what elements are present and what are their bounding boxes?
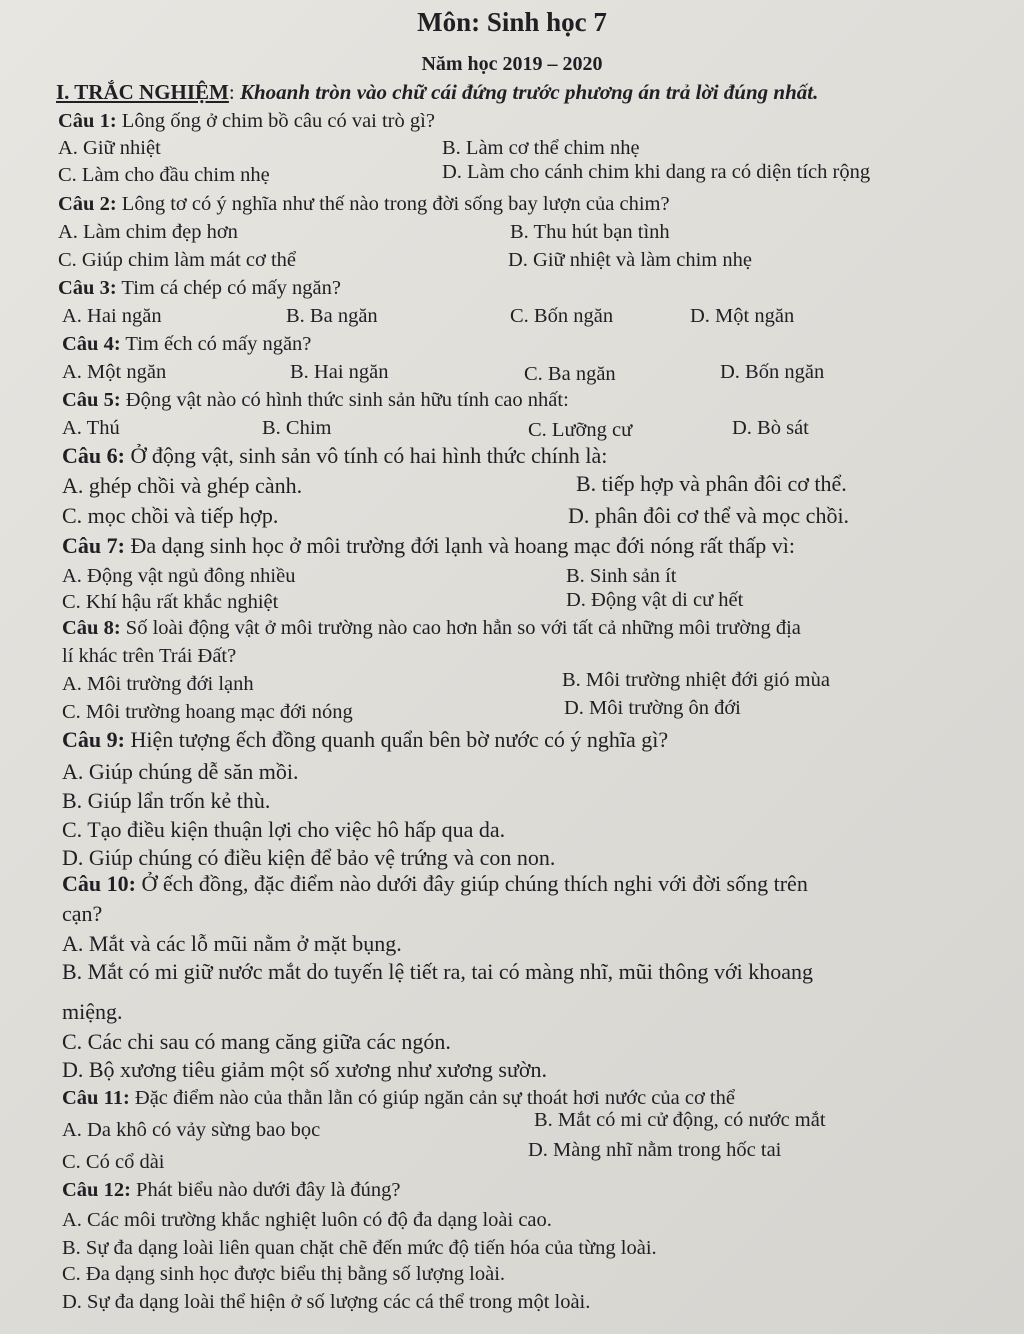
option-5c[interactable]: C. Lưỡng cư [528,419,633,441]
question-text: Ở ếch đồng, đặc điểm nào dưới đây giúp chúng thích nghi với đời sống trên [135,871,808,896]
option-7a[interactable]: A. Động vật ngủ đông nhiều [62,565,296,587]
question-label: Câu 5: [62,389,121,411]
school-year: Năm học 2019 – 2020 [421,53,603,75]
option-9a[interactable]: A. Giúp chúng dễ săn mồi. [62,759,299,784]
option-2a[interactable]: A. Làm chim đẹp hơn [58,221,238,243]
question-6 [62,444,607,468]
option-1d[interactable]: D. Làm cho cánh chim khi dang ra có diện tích rộng [442,161,871,183]
option-12d[interactable]: D. Sự đa dạng loài thể hiện ở số lượng các cá thể trong một loài. [62,1291,591,1313]
question-12 [62,1178,401,1202]
question-label: Câu 11: [62,1087,130,1109]
question-text: Ở động vật, sinh sản vô tính có hai hình thức chính là: [124,443,608,468]
question-8-cont: lí khác trên Trái Đất? [62,645,237,667]
option-6c[interactable]: C. mọc chồi và tiếp hợp. [62,503,279,528]
question-10-cont: cạn? [62,901,103,926]
question-5 [62,388,569,412]
option-10c[interactable]: C. Các chi sau có mang căng giữa các ngón. [62,1029,451,1054]
question-text: Lông ống ở chim bồ câu có vai trò gì? [116,110,435,132]
question-label: Câu 6: [62,443,125,468]
question-7 [62,534,795,558]
question-label: Câu 9: [62,727,125,752]
option-5d[interactable]: D. Bò sát [732,417,809,439]
question-text: Số loài động vật ở môi trường nào cao hơn hẳn so với tất cả những môi trường địa [120,617,801,639]
option-4c[interactable]: C. Ba ngăn [524,363,616,385]
option-8d[interactable]: D. Môi trường ôn đới [564,697,741,719]
option-9b[interactable]: B. Giúp lẩn trốn kẻ thù. [62,788,271,813]
option-6d[interactable]: D. phân đôi cơ thể và mọc chồi. [568,503,850,528]
question-2 [58,192,670,216]
question-text: Tim cá chép có mấy ngăn? [116,277,341,299]
option-11c[interactable]: C. Có cổ dài [62,1151,165,1173]
option-9d[interactable]: D. Giúp chúng có điều kiện để bảo vệ trứng và con non. [62,845,556,870]
option-11b[interactable]: B. Mắt có mi cử động, có nước mắt [534,1109,826,1131]
question-label: Câu 2: [58,193,117,215]
question-label: Câu 1: [58,110,117,132]
question-text: Động vật nào có hình thức sinh sản hữu tính cao nhất: [120,389,569,411]
option-8b[interactable]: B. Môi trường nhiệt đới gió mùa [562,669,830,691]
question-8 [62,616,801,640]
option-6b[interactable]: B. tiếp hợp và phân đôi cơ thể. [576,471,847,496]
option-12c[interactable]: C. Đa dạng sinh học được biểu thị bằng số lượng loài. [62,1263,506,1285]
option-10b-cont[interactable]: miệng. [62,999,123,1024]
option-9c[interactable]: C. Tạo điều kiện thuận lợi cho việc hô hấp qua da. [62,817,506,842]
option-10b[interactable]: B. Mắt có mi giữ nước mắt do tuyến lệ tiết ra, tai có màng nhĩ, mũi thông với khoang [62,959,813,984]
question-label: Câu 7: [62,533,125,558]
option-4d[interactable]: D. Bốn ngăn [720,361,825,383]
option-6a[interactable]: A. ghép chồi và ghép cành. [62,473,303,498]
section-instruction: Khoanh tròn vào chữ cái đứng trước phương án trả lời đúng nhất. [239,80,819,104]
option-5a[interactable]: A. Thú [62,417,120,439]
option-3b[interactable]: B. Ba ngăn [286,305,378,327]
option-1b[interactable]: B. Làm cơ thể chim nhẹ [442,137,640,159]
question-3 [58,276,341,300]
option-2d[interactable]: D. Giữ nhiệt và làm chim nhẹ [508,249,752,271]
question-text: Lông tơ có ý nghĩa như thế nào trong đời sống bay lượn của chim? [116,193,670,215]
option-5b[interactable]: B. Chim [262,417,332,439]
question-label: Câu 3: [58,277,117,299]
question-4 [62,332,311,356]
page-title: Môn: Sinh học 7 [417,7,607,37]
question-label: Câu 12: [62,1179,131,1201]
question-text: Đặc điểm nào của thằn lằn có giúp ngăn cản sự thoát hơi nước của cơ thể [129,1087,735,1109]
option-7d[interactable]: D. Động vật di cư hết [566,589,744,611]
option-12a[interactable]: A. Các môi trường khắc nghiệt luôn có độ đa dạng loài cao. [62,1209,552,1231]
option-1a[interactable]: A. Giữ nhiệt [58,137,161,159]
option-11a[interactable]: A. Da khô có vảy sừng bao bọc [62,1119,321,1141]
question-text: Đa dạng sinh học ở môi trường đới lạnh và hoang mạc đới nóng rất thấp vì: [124,533,796,558]
option-1c[interactable]: C. Làm cho đầu chim nhẹ [58,164,270,186]
section-heading-line [56,80,818,104]
section-colon: : [228,80,240,104]
question-11 [62,1086,735,1110]
question-text: Tim ếch có mấy ngăn? [120,333,312,355]
option-3a[interactable]: A. Hai ngăn [62,305,162,327]
option-8c[interactable]: C. Môi trường hoang mạc đới nóng [62,701,353,723]
question-label: Câu 4: [62,333,121,355]
question-label: Câu 10: [62,871,136,896]
option-2c[interactable]: C. Giúp chim làm mát cơ thể [58,249,297,271]
option-7c[interactable]: C. Khí hậu rất khắc nghiệt [62,591,279,613]
option-7b[interactable]: B. Sinh sản ít [566,565,677,587]
option-12b[interactable]: B. Sự đa dạng loài liên quan chặt chẽ đến mức độ tiến hóa của từng loài. [62,1237,657,1259]
section-title: I. TRẮC NGHIỆM [56,80,229,104]
option-8a[interactable]: A. Môi trường đới lạnh [62,673,254,695]
question-1 [58,109,435,133]
option-3d[interactable]: D. Một ngăn [690,305,795,327]
option-3c[interactable]: C. Bốn ngăn [510,305,614,327]
question-text: Hiện tượng ếch đồng quanh quẩn bên bờ nước có ý nghĩa gì? [124,727,669,752]
option-4b[interactable]: B. Hai ngăn [290,361,389,383]
question-label: Câu 8: [62,617,121,639]
option-10d[interactable]: D. Bộ xương tiêu giảm một số xương như xương sườn. [62,1057,548,1082]
option-2b[interactable]: B. Thu hút bạn tình [510,221,670,243]
question-9 [62,728,668,752]
question-10 [62,872,808,896]
option-11d[interactable]: D. Màng nhĩ nằm trong hốc tai [528,1139,782,1161]
option-4a[interactable]: A. Một ngăn [62,361,167,383]
option-10a[interactable]: A. Mắt và các lỗ mũi nằm ở mặt bụng. [62,931,402,956]
question-text: Phát biểu nào dưới đây là đúng? [130,1179,401,1201]
